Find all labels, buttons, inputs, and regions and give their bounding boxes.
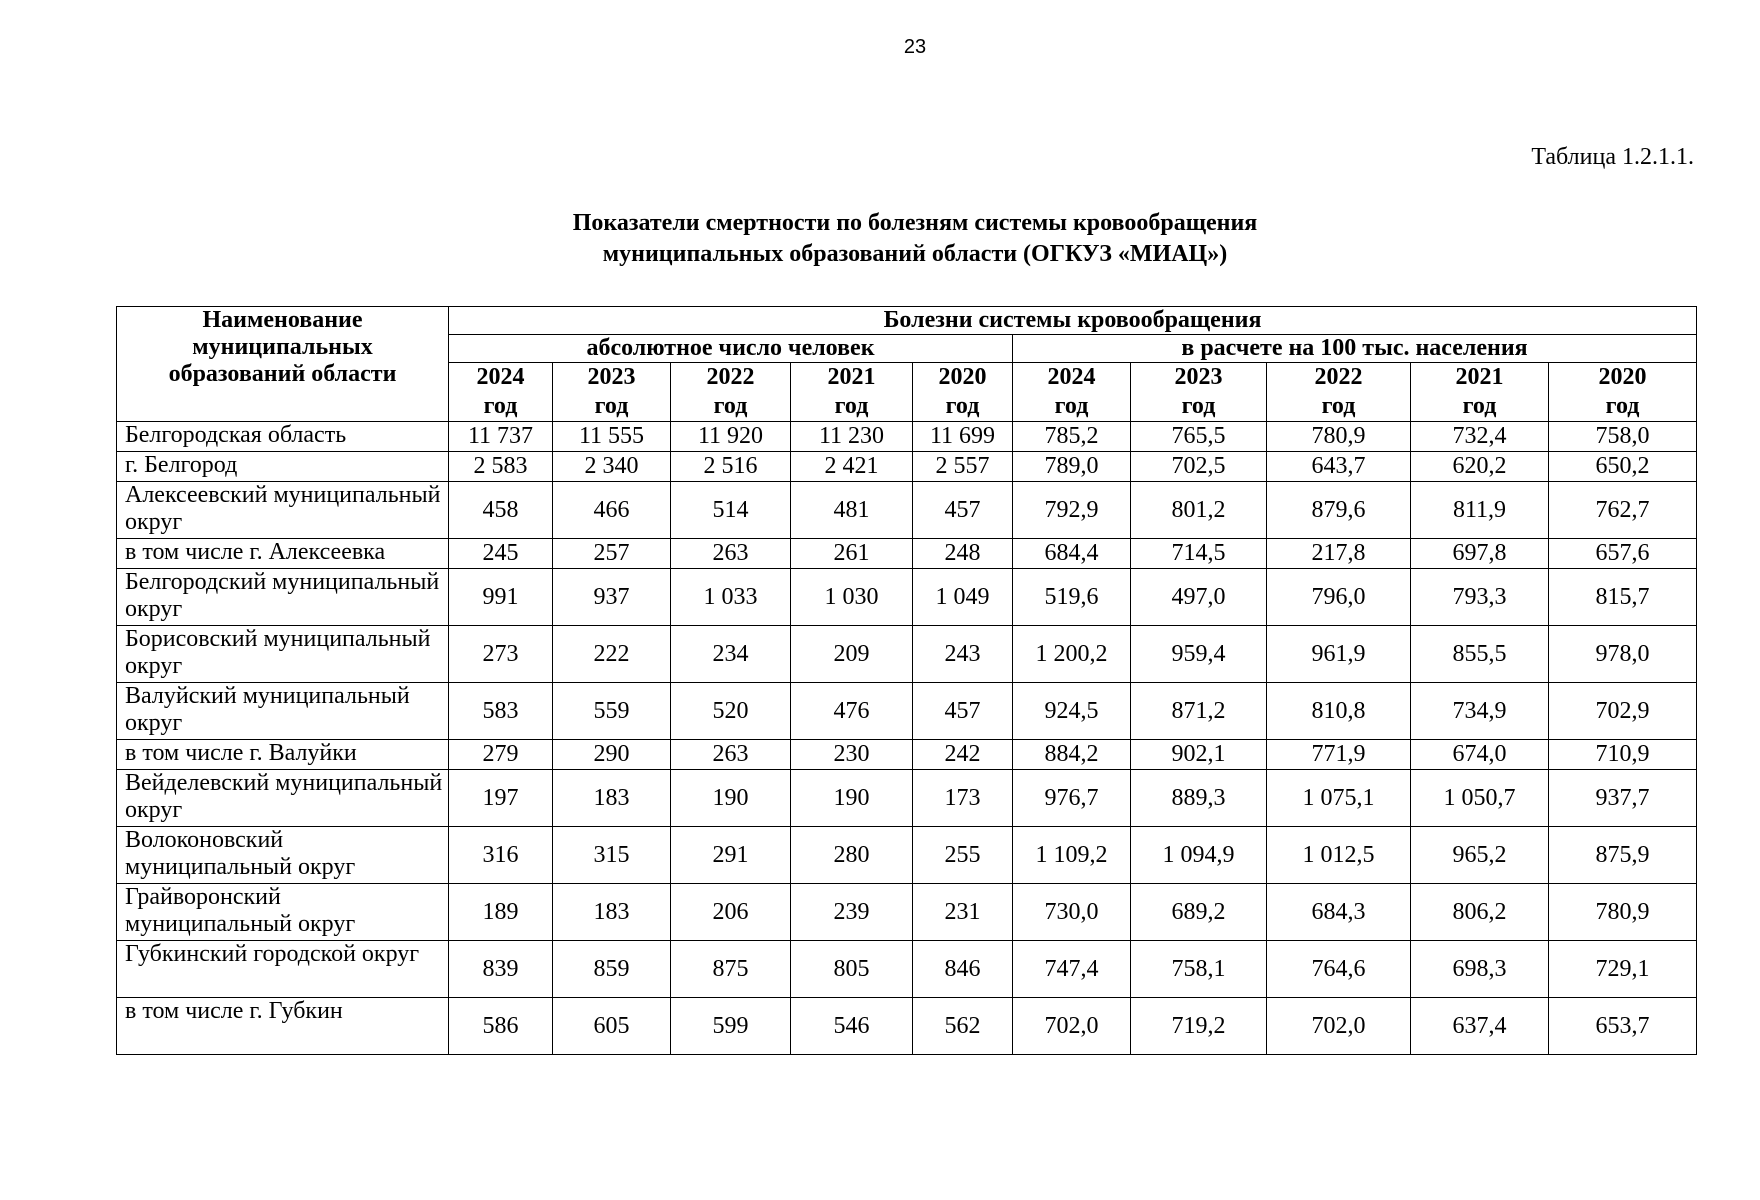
row-name: в том числе г. Валуйки — [117, 740, 449, 770]
cell-per-100k: 1 050,7 — [1411, 770, 1549, 827]
table-label: Таблица 1.2.1.1. — [1531, 144, 1694, 170]
table-row — [117, 998, 1697, 1055]
row-name: Волоконовский муниципальный округ — [117, 827, 449, 884]
row-name: Вейделевский муниципальный округ — [117, 770, 449, 827]
cell-absolute: 458 — [449, 482, 553, 539]
cell-absolute: 1 033 — [671, 569, 791, 626]
cell-absolute: 2 421 — [791, 452, 913, 482]
cell-absolute: 2 340 — [553, 452, 671, 482]
cell-absolute: 1 049 — [913, 569, 1013, 626]
table-row — [117, 683, 1697, 740]
header-year-unit: год — [945, 393, 980, 419]
cell-per-100k: 217,8 — [1267, 539, 1411, 569]
header-year-value: 2023 — [587, 364, 636, 390]
cell-absolute: 257 — [553, 539, 671, 569]
cell-absolute: 315 — [553, 827, 671, 884]
header-year-unit: год — [1321, 393, 1356, 419]
cell-per-100k: 719,2 — [1131, 998, 1267, 1055]
cell-per-100k: 732,4 — [1411, 422, 1549, 452]
cell-per-100k: 1 012,5 — [1267, 827, 1411, 884]
row-name: Валуйский муниципальный округ — [117, 683, 449, 740]
header-year-value: 2022 — [1314, 364, 1363, 390]
table-row — [117, 539, 1697, 569]
cell-absolute: 937 — [553, 569, 671, 626]
cell-absolute: 466 — [553, 482, 671, 539]
cell-per-100k: 702,0 — [1013, 998, 1131, 1055]
cell-per-100k: 976,7 — [1013, 770, 1131, 827]
table-row — [117, 452, 1697, 482]
cell-absolute: 183 — [553, 884, 671, 941]
table-row — [117, 941, 1697, 998]
cell-absolute: 206 — [671, 884, 791, 941]
cell-per-100k: 978,0 — [1549, 626, 1697, 683]
cell-per-100k: 937,7 — [1549, 770, 1697, 827]
cell-absolute: 11 737 — [449, 422, 553, 452]
cell-absolute: 520 — [671, 683, 791, 740]
cell-absolute: 263 — [671, 539, 791, 569]
cell-per-100k: 730,0 — [1013, 884, 1131, 941]
cell-absolute: 859 — [553, 941, 671, 998]
header-year — [1013, 363, 1131, 422]
cell-per-100k: 689,2 — [1131, 884, 1267, 941]
cell-per-100k: 879,6 — [1267, 482, 1411, 539]
header-year — [1267, 363, 1411, 422]
header-year-unit: год — [1181, 393, 1216, 419]
cell-per-100k: 855,5 — [1411, 626, 1549, 683]
header-year-value: 2023 — [1174, 364, 1223, 390]
header-year — [671, 363, 791, 422]
cell-per-100k: 902,1 — [1131, 740, 1267, 770]
cell-per-100k: 771,9 — [1267, 740, 1411, 770]
cell-per-100k: 889,3 — [1131, 770, 1267, 827]
cell-absolute: 291 — [671, 827, 791, 884]
cell-per-100k: 793,3 — [1411, 569, 1549, 626]
cell-per-100k: 497,0 — [1131, 569, 1267, 626]
cell-absolute: 839 — [449, 941, 553, 998]
cell-per-100k: 806,2 — [1411, 884, 1549, 941]
cell-absolute: 255 — [913, 827, 1013, 884]
table-row — [117, 626, 1697, 683]
cell-per-100k: 884,2 — [1013, 740, 1131, 770]
cell-absolute: 189 — [449, 884, 553, 941]
header-year — [553, 363, 671, 422]
cell-absolute: 583 — [449, 683, 553, 740]
cell-absolute: 11 230 — [791, 422, 913, 452]
table-row — [117, 482, 1697, 539]
cell-absolute: 586 — [449, 998, 553, 1055]
mortality-table — [116, 306, 1697, 1055]
table-body — [117, 422, 1697, 1055]
cell-per-100k: 702,9 — [1549, 683, 1697, 740]
header-year — [1131, 363, 1267, 422]
header-group: Болезни системы кровообращения — [449, 307, 1697, 335]
cell-absolute: 222 — [553, 626, 671, 683]
cell-absolute: 605 — [553, 998, 671, 1055]
cell-per-100k: 764,6 — [1267, 941, 1411, 998]
cell-per-100k: 961,9 — [1267, 626, 1411, 683]
header-year — [913, 363, 1013, 422]
cell-per-100k: 1 109,2 — [1013, 827, 1131, 884]
cell-absolute: 11 920 — [671, 422, 791, 452]
header-year-unit: год — [594, 393, 629, 419]
cell-absolute: 280 — [791, 827, 913, 884]
table-title-line-1: Показатели смертности по болезням системы кровообращения — [572, 210, 1258, 236]
cell-per-100k: 702,5 — [1131, 452, 1267, 482]
row-name: Алексеевский муниципальный округ — [117, 482, 449, 539]
row-name: в том числе г. Алексеевка — [117, 539, 449, 569]
cell-absolute: 316 — [449, 827, 553, 884]
row-name: Белгородская область — [117, 422, 449, 452]
cell-per-100k: 650,2 — [1549, 452, 1697, 482]
cell-per-100k: 698,3 — [1411, 941, 1549, 998]
cell-per-100k: 1 094,9 — [1131, 827, 1267, 884]
header-year-value: 2024 — [476, 364, 525, 390]
cell-per-100k: 792,9 — [1013, 482, 1131, 539]
cell-absolute: 514 — [671, 482, 791, 539]
cell-per-100k: 762,7 — [1549, 482, 1697, 539]
cell-absolute: 190 — [791, 770, 913, 827]
header-absolute: абсолютное число человек — [449, 335, 1013, 363]
cell-per-100k: 729,1 — [1549, 941, 1697, 998]
cell-per-100k: 796,0 — [1267, 569, 1411, 626]
header-year-unit: год — [1462, 393, 1497, 419]
cell-absolute: 2 557 — [913, 452, 1013, 482]
header-year-unit: год — [1054, 393, 1089, 419]
header-year-unit: год — [483, 393, 518, 419]
table-title — [0, 208, 1760, 270]
header-year-unit: год — [713, 393, 748, 419]
cell-per-100k: 1 200,2 — [1013, 626, 1131, 683]
header-year — [1549, 363, 1697, 422]
cell-absolute: 234 — [671, 626, 791, 683]
cell-per-100k: 653,7 — [1549, 998, 1697, 1055]
cell-per-100k: 643,7 — [1267, 452, 1411, 482]
cell-per-100k: 924,5 — [1013, 683, 1131, 740]
header-year-value: 2021 — [1455, 364, 1504, 390]
cell-absolute: 273 — [449, 626, 553, 683]
table-row — [117, 770, 1697, 827]
cell-per-100k: 959,4 — [1131, 626, 1267, 683]
cell-per-100k: 810,8 — [1267, 683, 1411, 740]
header-year — [791, 363, 913, 422]
table-title-line-2: муниципальных образований области (ОГКУЗ «МИАЦ») — [602, 241, 1228, 267]
table-row — [117, 884, 1697, 941]
cell-absolute: 231 — [913, 884, 1013, 941]
cell-per-100k: 697,8 — [1411, 539, 1549, 569]
cell-per-100k: 758,0 — [1549, 422, 1697, 452]
cell-absolute: 173 — [913, 770, 1013, 827]
cell-absolute: 476 — [791, 683, 913, 740]
cell-absolute: 562 — [913, 998, 1013, 1055]
cell-absolute: 290 — [553, 740, 671, 770]
cell-absolute: 599 — [671, 998, 791, 1055]
cell-per-100k: 714,5 — [1131, 539, 1267, 569]
cell-absolute: 1 030 — [791, 569, 913, 626]
cell-absolute: 11 555 — [553, 422, 671, 452]
header-year — [449, 363, 553, 422]
cell-absolute: 2 583 — [449, 452, 553, 482]
cell-absolute: 239 — [791, 884, 913, 941]
cell-per-100k: 674,0 — [1411, 740, 1549, 770]
cell-absolute: 263 — [671, 740, 791, 770]
row-name: Белгородский муниципальный округ — [117, 569, 449, 626]
table-row — [117, 422, 1697, 452]
table-row — [117, 827, 1697, 884]
cell-per-100k: 1 075,1 — [1267, 770, 1411, 827]
cell-per-100k: 780,9 — [1267, 422, 1411, 452]
table-row — [117, 569, 1697, 626]
cell-absolute: 546 — [791, 998, 913, 1055]
header-year-value: 2024 — [1047, 364, 1096, 390]
row-name: в том числе г. Губкин — [117, 998, 449, 1055]
cell-absolute: 209 — [791, 626, 913, 683]
table-row — [117, 740, 1697, 770]
cell-absolute: 805 — [791, 941, 913, 998]
header-year-unit: год — [1605, 393, 1640, 419]
cell-per-100k: 965,2 — [1411, 827, 1549, 884]
cell-absolute: 457 — [913, 683, 1013, 740]
header-year — [1411, 363, 1549, 422]
row-name: г. Белгород — [117, 452, 449, 482]
header-year-value: 2021 — [827, 364, 876, 390]
cell-per-100k: 519,6 — [1013, 569, 1131, 626]
cell-absolute: 2 516 — [671, 452, 791, 482]
cell-per-100k: 871,2 — [1131, 683, 1267, 740]
header-per-100k: в расчете на 100 тыс. населения — [1013, 335, 1697, 363]
header-year-value: 2022 — [706, 364, 755, 390]
cell-absolute: 248 — [913, 539, 1013, 569]
cell-absolute: 261 — [791, 539, 913, 569]
cell-per-100k: 758,1 — [1131, 941, 1267, 998]
cell-absolute: 481 — [791, 482, 913, 539]
row-name: Грайворонский муниципальный округ — [117, 884, 449, 941]
cell-per-100k: 815,7 — [1549, 569, 1697, 626]
row-name: Борисовский муниципальный округ — [117, 626, 449, 683]
page-number: 23 — [903, 36, 927, 58]
cell-absolute: 991 — [449, 569, 553, 626]
header-year-unit: год — [834, 393, 869, 419]
cell-per-100k: 684,3 — [1267, 884, 1411, 941]
cell-absolute: 245 — [449, 539, 553, 569]
cell-per-100k: 747,4 — [1013, 941, 1131, 998]
cell-absolute: 190 — [671, 770, 791, 827]
cell-per-100k: 801,2 — [1131, 482, 1267, 539]
cell-absolute: 242 — [913, 740, 1013, 770]
cell-per-100k: 710,9 — [1549, 740, 1697, 770]
cell-absolute: 11 699 — [913, 422, 1013, 452]
cell-absolute: 457 — [913, 482, 1013, 539]
cell-absolute: 875 — [671, 941, 791, 998]
cell-per-100k: 875,9 — [1549, 827, 1697, 884]
row-name: Губкинский городской округ — [117, 941, 449, 998]
cell-per-100k: 620,2 — [1411, 452, 1549, 482]
cell-absolute: 279 — [449, 740, 553, 770]
cell-per-100k: 765,5 — [1131, 422, 1267, 452]
cell-absolute: 846 — [913, 941, 1013, 998]
cell-absolute: 559 — [553, 683, 671, 740]
cell-per-100k: 780,9 — [1549, 884, 1697, 941]
header-year-value: 2020 — [1598, 364, 1647, 390]
cell-absolute: 183 — [553, 770, 671, 827]
cell-per-100k: 702,0 — [1267, 998, 1411, 1055]
cell-per-100k: 684,4 — [1013, 539, 1131, 569]
cell-per-100k: 657,6 — [1549, 539, 1697, 569]
cell-per-100k: 785,2 — [1013, 422, 1131, 452]
cell-per-100k: 811,9 — [1411, 482, 1549, 539]
cell-absolute: 243 — [913, 626, 1013, 683]
cell-per-100k: 789,0 — [1013, 452, 1131, 482]
cell-per-100k: 637,4 — [1411, 998, 1549, 1055]
cell-per-100k: 734,9 — [1411, 683, 1549, 740]
cell-absolute: 197 — [449, 770, 553, 827]
header-year-value: 2020 — [938, 364, 987, 390]
header-name-column: Наименование муниципальных образований области — [117, 307, 449, 422]
cell-absolute: 230 — [791, 740, 913, 770]
